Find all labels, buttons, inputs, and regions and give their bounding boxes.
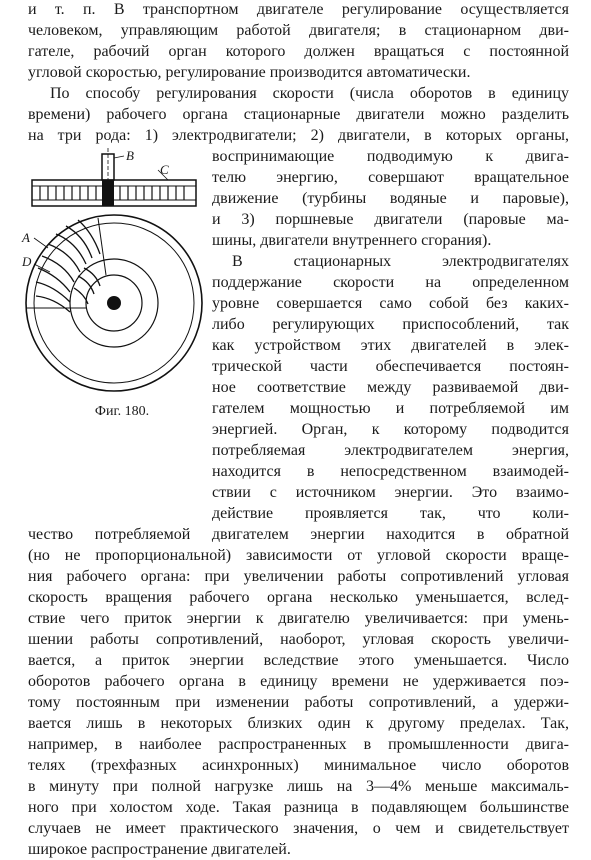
paragraph-line: шины, двигатели внутреннего сгорания). [212, 232, 492, 249]
paragraph-line: шении работы сопротивлений, наоборот, угловая скорость увеличи- [28, 631, 569, 648]
paragraph-line: например, в наиболее распространенных в промышленности двига- [28, 736, 569, 753]
paragraph-line: трической части обеспечивается постоян- [212, 358, 569, 375]
paragraph-line: либо регулирующих приспособлений, так [212, 316, 569, 333]
paragraph-line: ное соответствие между развиваемой дви- [212, 379, 569, 396]
paragraph-line: энергией. Орган, к которому подводится [212, 421, 569, 438]
paragraph-line: как устройством этих двигателей в элек- [212, 337, 569, 354]
figure-caption: Фиг. 180. [94, 404, 150, 419]
paragraph-line: тому постоянным при изменении работы сопротивлений, а удержи- [28, 694, 569, 711]
paragraph-line: находится в непосредственном взаимодей- [212, 463, 569, 480]
paragraph-line: широкое распространение двигателей. [28, 841, 291, 858]
paragraph-line: времени) рабочего органа стационарные двигатели можно разделить [28, 106, 569, 123]
paragraph-line: гателе, рабочий орган которого должен вращаться с постоянной [28, 43, 569, 60]
paragraph-line: скорость вращения рабочего органа несколько уменьшается, вслед- [28, 589, 569, 606]
label-c: C [160, 162, 169, 177]
turbine-figure [18, 148, 210, 442]
paragraph-line: движение (турбины водяные и паровые), [212, 190, 569, 207]
label-d: D [22, 254, 32, 269]
paragraph-line: оборотов рабочего органа в единицу времени не удерживается поэ- [28, 673, 569, 690]
paragraph-line: чество потребляемой двигателем энергии находится в обратной [28, 526, 569, 543]
turbine-drawing [18, 148, 210, 442]
paragraph-line: действие проявляется так, что коли- [212, 505, 569, 522]
paragraph-line: вается, а приток энергии вследствие этого уменьшается. Число [28, 652, 569, 669]
paragraph-line: В стационарных электродвигателях [232, 253, 569, 270]
paragraph-line: гателем мощностью и потребляемой им [212, 400, 569, 417]
paragraph-line: ствии с источником энергии. Это взаимо- [212, 484, 569, 501]
paragraph-line: на три рода: 1) электродвигатели; 2) двигатели, в которых органы, [28, 127, 569, 144]
paragraph-line: телю энергию, совершают вращательное [212, 169, 569, 186]
label-a: A [22, 230, 30, 245]
paragraph-line: По способу регулирования скорости (числа оборотов в единицу [50, 85, 569, 102]
paragraph-line: ствие чего приток энергии к двигателю увеличивается: при умень- [28, 610, 569, 627]
paragraph-line: потребляемая электродвигателем энергия, [212, 442, 569, 459]
paragraph-line: в минуту при полной нагрузке лишь на 3—4% меньше максималь- [28, 778, 569, 795]
paragraph-line: уровне совершается само собой без каких- [212, 295, 569, 312]
paragraph-line: ния рабочего органа: при увеличении работы сопротивлений угловая [28, 568, 569, 585]
paragraph-line: и т. п. В транспортном двигателе регулирование осуществляется [28, 1, 569, 18]
paragraph-line: угловой скоростью, регулирование производится автоматически. [28, 64, 471, 81]
paragraph-line: воспринимающие подводимую к двига- [212, 148, 569, 165]
paragraph-line: ного при холостом ходе. Такая разница в подавляющем большинстве [28, 799, 569, 816]
paragraph-line: человеком, управляющим работой двигателя; в стационарном дви- [28, 22, 569, 39]
label-b: B [126, 148, 134, 163]
paragraph-line: и 3) поршневые двигатели (паровые ма- [212, 211, 569, 228]
paragraph-line: телях (трехфазных асинхронных) минимальное число оборотов [28, 757, 569, 774]
paragraph-line: поддержание скорости на определенном [212, 274, 569, 291]
paragraph-line: случаев не имеет практического значения, о чем и свидетельствует [28, 820, 569, 837]
paragraph-line: вается лишь в некоторых близких один к другому пределах. Так, [28, 715, 569, 732]
paragraph-line: (но не пропорциональной) зависимости от угловой скорости враще- [28, 547, 569, 564]
